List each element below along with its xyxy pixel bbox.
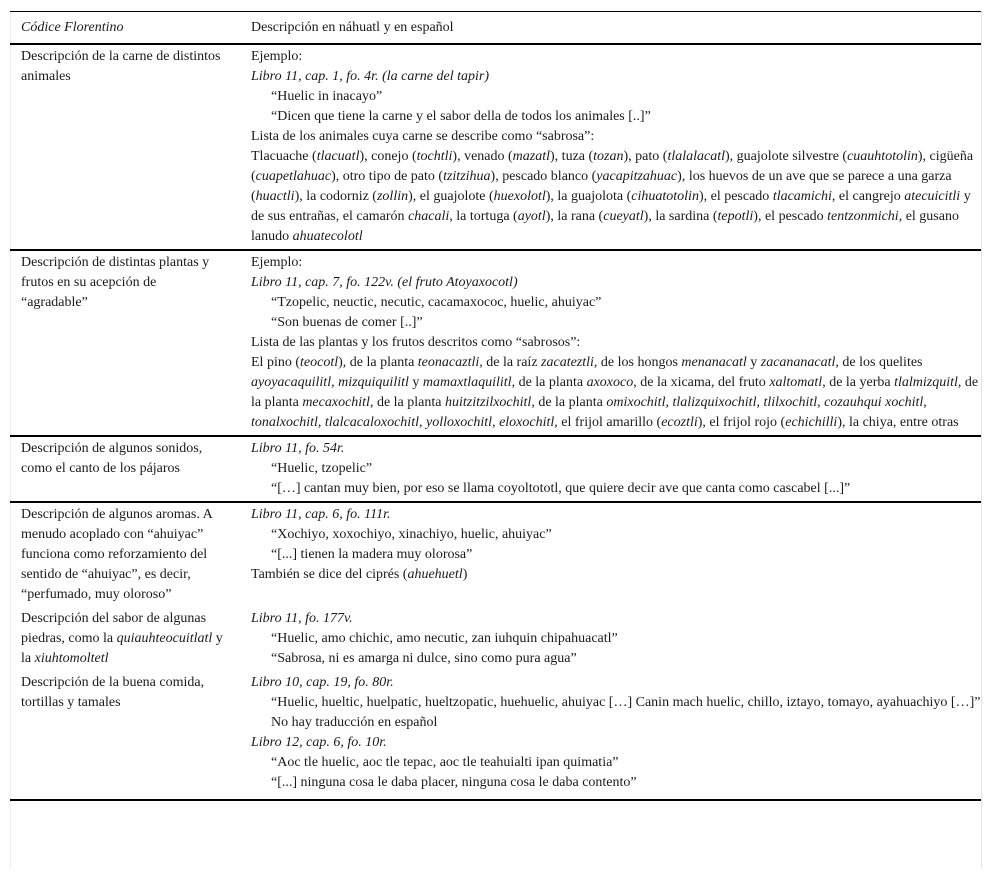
source-reference: Libro 11, fo. 54r. <box>251 441 345 456</box>
nahuatl-term: tozan <box>593 149 624 164</box>
nahuatl-term: ecoztli <box>661 415 698 430</box>
list-text: , de la raíz <box>479 355 542 370</box>
spanish-quote: “[...] tienen la madera muy olorosa” <box>271 547 473 562</box>
nahuatl-term: omixochitl <box>606 395 666 410</box>
list-text: El pino ( <box>251 355 300 370</box>
list-text: , el frijol amarillo ( <box>554 415 662 430</box>
list-text: ), pato ( <box>623 149 668 164</box>
table-row <box>10 607 981 671</box>
nahuatl-term: ayotl <box>517 209 546 224</box>
source-reference: Libro 11, cap. 1, fo. 4r. (la carne del tapir) <box>251 69 489 84</box>
table-row <box>10 250 981 436</box>
nahuatl-term: axoxoco <box>586 375 634 390</box>
nahuatl-term: mazatl <box>512 149 551 164</box>
category-text: y la <box>21 631 223 666</box>
spanish-quote: “Son buenas de comer [..]” <box>271 315 423 330</box>
list-text: , <box>492 415 500 430</box>
example-label: Ejemplo: <box>251 49 303 64</box>
list-text: y <box>408 375 423 390</box>
list-text: y de sus entrañas, el camarón <box>251 189 971 224</box>
nahuatl-term: mizquiquilitl <box>338 375 409 390</box>
category-term: xiuhtomoltetl <box>34 651 109 666</box>
nahuatl-quote-text: “Huelic, hueltic, huelpatic, hueltzopatic, huehuelic, ahuiyac […] Canin mach huelic, chillo, iztayo, tomayo, ayahuachiyo […]” <box>271 695 981 710</box>
list-text: , <box>331 375 339 390</box>
list-text: ), la sardina ( <box>643 209 718 224</box>
nahuatl-term: tlacamichi <box>772 189 832 204</box>
list-text: , de los quelites <box>835 355 923 370</box>
list-text: ), el guajolote ( <box>408 189 494 204</box>
list-text: , de la planta <box>251 375 979 410</box>
list-text: ), de la planta <box>338 355 418 370</box>
nahuatl-term: teocotl <box>300 355 339 370</box>
list-text: , de la xicama, del fruto <box>633 375 770 390</box>
nahuatl-term: tzitzihua <box>443 169 491 184</box>
nahuatl-term: tochtli <box>416 149 453 164</box>
list-text: ), la rana ( <box>545 209 604 224</box>
list-text: , el cangrejo <box>831 189 905 204</box>
spanish-quote: “[…] cantan muy bien, por eso se llama coyoltototl, que quiere decir ave que canta como cascabel [...]” <box>271 481 851 496</box>
nahuatl-term: ayoyacaquilitl <box>251 375 332 390</box>
description-cell <box>240 502 981 607</box>
source-reference: Libro 11, fo. 177v. <box>251 611 353 626</box>
header-row <box>10 12 981 45</box>
nahuatl-term: zacateztli <box>541 355 594 370</box>
nahuatl-quote <box>251 693 981 713</box>
nahuatl-term: tepotli <box>717 209 754 224</box>
list-text: ), venado ( <box>452 149 513 164</box>
description-cell <box>240 44 981 250</box>
list-text: , <box>665 395 673 410</box>
nahuatl-term: cueyatl <box>603 209 644 224</box>
list-text: ), el pescado <box>753 209 828 224</box>
list-text: ), conejo ( <box>359 149 417 164</box>
nahuatl-term: teonacaztli <box>417 355 480 370</box>
nahuatl-quote: “Aoc tle huelic, aoc tle tepac, aoc tle teahuialti ipan quimatia” <box>271 755 619 770</box>
note-text: También se dice del ciprés ( <box>251 567 408 582</box>
nahuatl-term: cozauhqui xochitl <box>824 395 924 410</box>
nahuatl-quote: “Huelic, amo chichic, amo necutic, zan iuhquin chipahuacatl” <box>271 631 618 646</box>
nahuatl-term: cuapetlahuac <box>255 169 332 184</box>
spanish-quote: “[...] ninguna cosa le daba placer, ninguna cosa le daba contento” <box>271 775 637 790</box>
list-text: , <box>418 415 426 430</box>
nahuatl-term: tlalizquixochitl <box>672 395 757 410</box>
nahuatl-term: huexolotl <box>493 189 546 204</box>
spanish-quote: “Sabrosa, ni es amarga ni dulce, sino como pura agua” <box>271 651 577 666</box>
list-intro: Lista de los animales cuya carne se describe como “sabrosa”: <box>251 129 595 144</box>
nahuatl-term: ahuatecolotl <box>292 229 363 244</box>
column-header-codice: Códice Florentino <box>21 20 124 35</box>
list-text: ), el pescado <box>698 189 773 204</box>
list-text: , <box>923 395 927 410</box>
list-text: ), la codorniz ( <box>294 189 377 204</box>
description-cell <box>240 250 981 436</box>
category-cell: Descripción de algunos aromas. A menudo acoplado con “ahuiyac” funciona como reforzamiento del sentido de “ahuiyac”, es decir, “perfumado, muy oloroso” <box>21 507 212 602</box>
list-text: , de los hongos <box>593 355 682 370</box>
list-text: y <box>746 355 761 370</box>
nahuatl-term: atecuicitli <box>904 189 961 204</box>
description-cell <box>240 436 981 502</box>
list-text: , de la planta <box>531 395 607 410</box>
list-text: , <box>817 395 825 410</box>
nahuatl-term: huactli <box>255 189 295 204</box>
note-line <box>251 565 981 585</box>
list-text: ), pescado blanco ( <box>490 169 597 184</box>
list-text: , la tortuga ( <box>449 209 518 224</box>
category-term: quiauhteocuitlatl <box>116 631 213 646</box>
list-text: ), el frijol rojo ( <box>697 415 786 430</box>
list-text: Tlacuache ( <box>251 149 317 164</box>
column-header-descripcion: Descripción en náhuatl y en español <box>251 20 454 35</box>
nahuatl-term: mecaxochitl <box>302 395 370 410</box>
description-cell <box>240 671 981 800</box>
table-row <box>10 671 981 800</box>
table-row <box>10 44 981 250</box>
nahuatl-term: mamaxtlaquilitl <box>422 375 512 390</box>
nahuatl-quote: “Huelic, tzopelic” <box>271 461 373 476</box>
nahuatl-term: tlacuatl <box>316 149 360 164</box>
example-label: Ejemplo: <box>251 255 303 270</box>
source-reference: Libro 12, cap. 6, fo. 10r. <box>251 735 387 750</box>
list-text: , de la planta <box>511 375 587 390</box>
category-cell: Descripción de algunos sonidos, como el canto de los pájaros <box>10 436 240 502</box>
category-cell: Descripción de la carne de distintos animales <box>10 44 240 250</box>
nahuatl-quote: “Tzopelic, neuctic, necutic, cacamaxococ, huelic, ahuiyac” <box>271 295 602 310</box>
nahuatl-term: yacapitzahuac <box>596 169 678 184</box>
list-text: ), cigüeña ( <box>251 149 974 184</box>
list-text: ), la chiya, entre otras <box>837 415 959 430</box>
category-cell <box>10 607 240 671</box>
nahuatl-term: tlalmizquitl <box>894 375 958 390</box>
list-text: ), otro tipo de pato ( <box>331 169 444 184</box>
nahuatl-term: menanacatl <box>681 355 747 370</box>
table-row <box>10 436 981 502</box>
nahuatl-term: eloxochitl <box>499 415 555 430</box>
nahuatl-term: echichilli <box>785 415 838 430</box>
animal-list <box>251 147 981 247</box>
list-text: , <box>756 395 764 410</box>
category-cell: Descripción de distintas plantas y frutos en su acepción de “agradable” <box>10 250 240 436</box>
nahuatl-term: tlilxochitl <box>763 395 818 410</box>
list-text: , <box>317 415 325 430</box>
nahuatl-term: tlalalacatl <box>667 149 726 164</box>
translation-note: No hay traducción en español <box>271 715 438 730</box>
nahuatl-term: huitzitzilxochitl <box>444 395 532 410</box>
nahuatl-term: cuauhtotolin <box>847 149 918 164</box>
list-text: , el gusano lanudo <box>251 209 959 244</box>
list-text: ), tuza ( <box>550 149 594 164</box>
nahuatl-term: zacananacatl <box>760 355 836 370</box>
source-reference: Libro 11, cap. 7, fo. 122v. (el fruto Atoyaxocotl) <box>251 275 518 290</box>
nahuatl-term: tonalxochitl <box>251 415 318 430</box>
nahuatl-term: tlalcacaloxochitl <box>324 415 419 430</box>
nahuatl-term: cihuatotolin <box>631 189 699 204</box>
category-cell: Descripción de la buena comida, tortillas y tamales <box>10 671 240 800</box>
list-text: ), la guajolota ( <box>545 189 632 204</box>
source-reference: Libro 11, cap. 6, fo. 111r. <box>251 507 391 522</box>
table-row <box>10 502 981 607</box>
nahuatl-quote: “Xochiyo, xoxochiyo, xinachiyo, huelic, ahuiyac” <box>271 527 552 542</box>
nahuatl-term: zollin <box>376 189 409 204</box>
nahuatl-term: tentzonmichi <box>827 209 899 224</box>
plant-list <box>251 353 981 433</box>
note-text-end: ) <box>462 567 468 582</box>
nahuatl-term: xaltomatl <box>769 375 823 390</box>
list-intro: Lista de las plantas y los frutos descritos como “sabrosos”: <box>251 335 581 350</box>
list-text: , de la planta <box>369 395 445 410</box>
description-cell <box>240 607 981 671</box>
list-text: ), guajolote silvestre ( <box>725 149 848 164</box>
source-reference: Libro 10, cap. 19, fo. 80r. <box>251 675 394 690</box>
nahuatl-term: chacali <box>408 209 450 224</box>
list-text: , de la yerba <box>822 375 895 390</box>
nahuatl-quote: “Huelic in inacayo” <box>271 89 383 104</box>
codex-table <box>10 11 981 801</box>
spanish-quote: “Dicen que tiene la carne y el sabor della de todos los animales [..]” <box>271 109 651 124</box>
list-text: ), los huevos de un ave que se parece a una garza ( <box>251 169 952 204</box>
category-text: Descripción del sabor de algunas piedras, como la <box>21 611 207 646</box>
note-term: ahuehuetl <box>407 567 463 582</box>
nahuatl-term: yolloxochitl <box>425 415 493 430</box>
